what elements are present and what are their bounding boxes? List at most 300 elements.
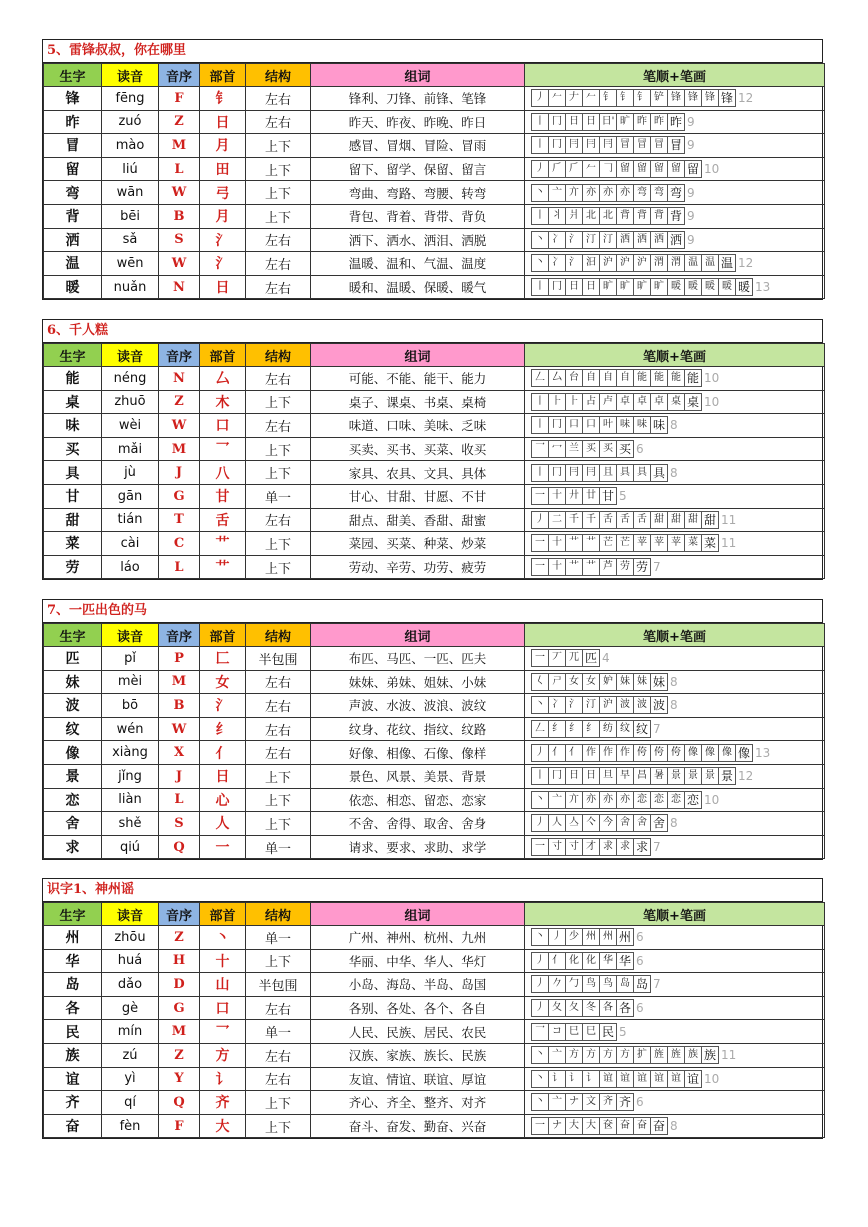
radical-cell: 月	[200, 204, 246, 228]
stroke-step-box: 冃	[565, 464, 583, 482]
table-row	[44, 390, 825, 414]
stroke-step-box: 谊	[650, 1070, 668, 1088]
stroke-step-box: 弯	[667, 184, 685, 202]
stroke-step-box: 舌	[599, 511, 617, 529]
stroke-order-cell	[525, 1020, 825, 1044]
radical-cell: 丶	[200, 926, 246, 950]
stroke-step-box: 妒	[599, 673, 617, 691]
table-row	[44, 157, 825, 181]
table-row	[44, 694, 825, 718]
word-group-cell: 声波、水波、波浪、波纹	[311, 694, 525, 718]
stroke-boxes	[531, 207, 684, 225]
stroke-step-box: 旷	[616, 278, 634, 296]
table-row	[44, 926, 825, 950]
stroke-step-box: 旦	[599, 767, 617, 785]
stroke-step-box: 冂	[548, 767, 566, 785]
radical-cell: 艹	[200, 532, 246, 556]
phonetic-order-cell: M	[159, 670, 200, 694]
table-row	[44, 949, 825, 973]
phonetic-order-cell: L	[159, 555, 200, 579]
stroke-step-box: 丶	[531, 1070, 549, 1088]
stroke-step-box: 背	[667, 207, 685, 225]
stroke-step-box: 冂	[548, 278, 566, 296]
stroke-step-box: 苹	[650, 534, 668, 552]
stroke-step-box: 暖	[667, 278, 685, 296]
phonetic-order-cell: M	[159, 134, 200, 158]
character-cell: 波	[44, 694, 102, 718]
structure-cell: 单一	[246, 835, 311, 859]
stroke-boxes	[531, 814, 667, 832]
stroke-step-box: 廾	[565, 487, 583, 505]
stroke-step-box: 冫	[548, 254, 566, 272]
phonetic-order-cell: T	[159, 508, 200, 532]
stroke-step-box: 味	[616, 416, 634, 434]
word-group-cell: 奋斗、奋发、勤奋、兴奋	[311, 1114, 525, 1138]
stroke-step-box: 二	[548, 511, 566, 529]
header-order: 音序	[159, 64, 200, 87]
stroke-step-box: 亠	[548, 791, 566, 809]
pinyin-cell: wén	[102, 717, 159, 741]
radical-cell: 口	[200, 414, 246, 438]
stroke-step-box: 奋	[633, 1117, 651, 1135]
table-row	[44, 414, 825, 438]
pinyin-cell: nuǎn	[102, 275, 159, 299]
stroke-step-box: 钅	[633, 89, 651, 107]
stroke-count: 13	[755, 280, 771, 295]
stroke-step-box: 族	[684, 1046, 702, 1064]
phonetic-order-cell: X	[159, 741, 200, 765]
stroke-step-box: 巳	[565, 1023, 583, 1041]
stroke-step-box: 卓	[650, 393, 668, 411]
stroke-step-box: 化	[582, 952, 600, 970]
phonetic-order-cell: W	[159, 717, 200, 741]
stroke-step-box: 舌	[633, 511, 651, 529]
stroke-step-box: 像	[701, 744, 719, 762]
header-words: 组词	[311, 624, 525, 647]
stroke-count: 8	[670, 465, 678, 480]
stroke-step-box: 弯	[633, 184, 651, 202]
stroke-order-cell	[525, 694, 825, 718]
stroke-step-box: 劳	[616, 558, 634, 576]
phonetic-order-cell: P	[159, 647, 200, 671]
structure-cell: 半包围	[246, 973, 311, 997]
character-table	[43, 63, 825, 299]
stroke-step-box: 丨	[531, 767, 549, 785]
structure-cell: 上下	[246, 532, 311, 556]
table-row	[44, 973, 825, 997]
stroke-step-box: 丨	[531, 278, 549, 296]
header-order: 音序	[159, 344, 200, 367]
stroke-step-box: 厶	[548, 369, 566, 387]
stroke-step-box: 丶	[531, 184, 549, 202]
character-table	[43, 902, 825, 1138]
stroke-order-cell	[525, 555, 825, 579]
stroke-step-box: 纟	[565, 720, 583, 738]
stroke-step-box: 汀	[582, 696, 600, 714]
radical-cell: 匚	[200, 647, 246, 671]
stroke-step-box: 鸟	[599, 975, 617, 993]
table-row	[44, 367, 825, 391]
word-group-cell: 家具、农具、文具、具体	[311, 461, 525, 485]
pinyin-cell: zhōu	[102, 926, 159, 950]
stroke-step-box: 廿	[582, 487, 600, 505]
pinyin-cell: cài	[102, 532, 159, 556]
stroke-step-box: 求	[599, 838, 617, 856]
word-group-cell: 可能、不能、能干、能力	[311, 367, 525, 391]
character-cell: 各	[44, 996, 102, 1020]
stroke-step-box: 留	[633, 160, 651, 178]
pinyin-cell: jǐng	[102, 764, 159, 788]
header-pinyin: 读音	[102, 624, 159, 647]
structure-cell: 左右	[246, 228, 311, 252]
stroke-step-box: 艹	[565, 558, 583, 576]
stroke-step-box: 买	[599, 440, 617, 458]
radical-cell: 弓	[200, 181, 246, 205]
stroke-step-box: 昨	[650, 113, 668, 131]
stroke-step-box: 像	[735, 744, 753, 762]
stroke-step-box: 岛	[616, 975, 634, 993]
stroke-step-box: 一	[531, 534, 549, 552]
structure-cell: 上下	[246, 181, 311, 205]
structure-cell: 上下	[246, 461, 311, 485]
stroke-order-cell	[525, 204, 825, 228]
stroke-count: 10	[704, 1071, 720, 1086]
character-cell: 纹	[44, 717, 102, 741]
stroke-step-box: 芦	[599, 558, 617, 576]
stroke-step-box: 氵	[565, 254, 583, 272]
stroke-step-box: 洒	[616, 231, 634, 249]
word-group-cell: 汉族、家族、族长、民族	[311, 1043, 525, 1067]
stroke-step-box: 亻	[548, 952, 566, 970]
stroke-step-box: 具	[633, 464, 651, 482]
word-group-cell: 纹身、花纹、指纹、纹路	[311, 717, 525, 741]
stroke-boxes	[531, 928, 633, 946]
stroke-step-box: 洒	[667, 231, 685, 249]
word-group-cell: 背包、背着、背带、背负	[311, 204, 525, 228]
stroke-step-box: 冒	[650, 136, 668, 154]
stroke-order-cell	[525, 110, 825, 134]
stroke-step-box: 暖	[684, 278, 702, 296]
pinyin-cell: zhuō	[102, 390, 159, 414]
character-cell: 求	[44, 835, 102, 859]
character-cell: 劳	[44, 555, 102, 579]
stroke-count: 11	[721, 1048, 737, 1063]
stroke-step-box: 冖	[548, 440, 566, 458]
pinyin-cell: fēng	[102, 87, 159, 111]
stroke-boxes	[531, 113, 684, 131]
stroke-step-box: 旷	[633, 278, 651, 296]
stroke-step-box: 冂	[548, 464, 566, 482]
stroke-count: 11	[721, 536, 737, 551]
phonetic-order-cell: Z	[159, 1043, 200, 1067]
stroke-step-box: 各	[599, 999, 617, 1017]
stroke-step-box: 民	[599, 1023, 617, 1041]
table-row	[44, 788, 825, 812]
stroke-step-box: 岛	[633, 975, 651, 993]
structure-cell: 左右	[246, 87, 311, 111]
stroke-step-box: 丶	[531, 1093, 549, 1111]
pinyin-cell: mào	[102, 134, 159, 158]
table-row	[44, 647, 825, 671]
stroke-step-box: 妹	[650, 673, 668, 691]
stroke-step-box: 买	[582, 440, 600, 458]
stroke-step-box: ⺊	[565, 393, 583, 411]
character-table	[43, 343, 825, 579]
stroke-step-box: 𠃌	[599, 160, 617, 178]
table-row	[44, 134, 825, 158]
phonetic-order-cell: M	[159, 1020, 200, 1044]
stroke-step-box: 暖	[718, 278, 736, 296]
stroke-step-box: 𠂉	[548, 89, 566, 107]
character-cell: 华	[44, 949, 102, 973]
table-row	[44, 204, 825, 228]
stroke-step-box: 一	[531, 838, 549, 856]
structure-cell: 上下	[246, 949, 311, 973]
character-cell: 奋	[44, 1114, 102, 1138]
character-cell: 味	[44, 414, 102, 438]
word-group-cell: 人民、民族、居民、农民	[311, 1020, 525, 1044]
pinyin-cell: liú	[102, 157, 159, 181]
stroke-step-box: 渭	[650, 254, 668, 272]
word-group-cell: 不舍、舍得、取舍、舍身	[311, 812, 525, 836]
structure-cell: 半包围	[246, 647, 311, 671]
stroke-boxes	[531, 160, 701, 178]
stroke-step-box: 日	[582, 278, 600, 296]
stroke-step-box: 昌	[633, 767, 651, 785]
stroke-step-box: 奁	[599, 1117, 617, 1135]
radical-cell: 氵	[200, 252, 246, 276]
character-cell: 匹	[44, 647, 102, 671]
header-pinyin: 读音	[102, 344, 159, 367]
stroke-order-cell	[525, 461, 825, 485]
stroke-step-box: 留	[667, 160, 685, 178]
stroke-step-box: 冫	[548, 231, 566, 249]
word-group-cell: 齐心、齐全、整齐、对齐	[311, 1091, 525, 1115]
stroke-order-cell	[525, 367, 825, 391]
stroke-step-box: 扩	[633, 1046, 651, 1064]
stroke-step-box: 丨	[531, 113, 549, 131]
phonetic-order-cell: F	[159, 1114, 200, 1138]
stroke-step-box: 能	[667, 369, 685, 387]
character-cell: 背	[44, 204, 102, 228]
stroke-step-box: 暑	[650, 767, 668, 785]
stroke-boxes	[531, 184, 684, 202]
section-title: 5、雷锋叔叔，你在哪里	[43, 40, 822, 63]
stroke-step-box: 丆	[548, 649, 566, 667]
table-row	[44, 812, 825, 836]
radical-cell: 厶	[200, 367, 246, 391]
stroke-step-box: 舍	[616, 814, 634, 832]
stroke-count: 12	[738, 91, 754, 106]
stroke-step-box: 冃	[565, 136, 583, 154]
stroke-order-cell	[525, 926, 825, 950]
word-group-cell: 昨天、昨夜、昨晚、昨日	[311, 110, 525, 134]
stroke-order-cell	[525, 1043, 825, 1067]
stroke-step-box: 讠	[548, 1070, 566, 1088]
stroke-step-box: 乛	[531, 1023, 549, 1041]
stroke-step-box: 留	[650, 160, 668, 178]
pinyin-cell: zú	[102, 1043, 159, 1067]
structure-cell: 上下	[246, 788, 311, 812]
stroke-step-box: 州	[616, 928, 634, 946]
stroke-order-cell	[525, 87, 825, 111]
stroke-step-box: 且	[599, 464, 617, 482]
stroke-step-box: 渭	[667, 254, 685, 272]
stroke-step-box: 甜	[650, 511, 668, 529]
stroke-order-cell	[525, 437, 825, 461]
stroke-count: 13	[755, 745, 771, 760]
header-radical: 部首	[200, 344, 246, 367]
stroke-step-box: 丿	[531, 744, 549, 762]
phonetic-order-cell: S	[159, 228, 200, 252]
stroke-step-box: 芒	[599, 534, 617, 552]
stroke-count: 5	[619, 489, 627, 504]
radical-cell: 口	[200, 996, 246, 1020]
word-group-cell: 各别、各处、各个、各自	[311, 996, 525, 1020]
stroke-step-box: 谊	[633, 1070, 651, 1088]
table-row	[44, 87, 825, 111]
stroke-step-box: 作	[616, 744, 634, 762]
stroke-step-box: 文	[582, 1093, 600, 1111]
table-row	[44, 437, 825, 461]
phonetic-order-cell: Z	[159, 110, 200, 134]
lesson-section	[42, 39, 823, 300]
header-char: 生字	[44, 344, 102, 367]
word-group-cell: 桌子、课桌、书桌、桌椅	[311, 390, 525, 414]
stroke-boxes	[531, 838, 650, 856]
stroke-step-box: 艹	[582, 558, 600, 576]
character-cell: 齐	[44, 1091, 102, 1115]
stroke-step-box: 冂	[548, 113, 566, 131]
header-strokes: 笔顺+笔画	[525, 64, 825, 87]
structure-cell: 上下	[246, 555, 311, 579]
stroke-step-box: 甜	[667, 511, 685, 529]
stroke-step-box: 𠂉	[582, 160, 600, 178]
stroke-step-box: 汀	[582, 231, 600, 249]
stroke-count: 10	[704, 394, 720, 409]
stroke-step-box: 景	[718, 767, 736, 785]
phonetic-order-cell: F	[159, 87, 200, 111]
radical-cell: 亻	[200, 741, 246, 765]
stroke-step-box: 丿	[531, 814, 549, 832]
word-group-cell: 华丽、中华、华人、华灯	[311, 949, 525, 973]
table-row	[44, 1114, 825, 1138]
stroke-step-box: 日	[582, 113, 600, 131]
stroke-step-box: 能	[633, 369, 651, 387]
table-row	[44, 1043, 825, 1067]
stroke-step-box: 卓	[633, 393, 651, 411]
stroke-step-box: 亦	[599, 791, 617, 809]
stroke-step-box: 冂	[548, 136, 566, 154]
stroke-step-box: 丿	[531, 952, 549, 970]
character-cell: 谊	[44, 1067, 102, 1091]
stroke-step-box: 日	[582, 767, 600, 785]
table-row	[44, 508, 825, 532]
stroke-boxes	[531, 558, 650, 576]
lesson-section	[42, 599, 823, 860]
stroke-step-box: 乛	[531, 440, 549, 458]
section-title: 识字1、神州谣	[43, 879, 822, 902]
stroke-step-box: 自	[599, 369, 617, 387]
stroke-boxes	[531, 440, 633, 458]
structure-cell: 左右	[246, 367, 311, 391]
stroke-boxes	[531, 673, 667, 691]
radical-cell: 田	[200, 157, 246, 181]
stroke-step-box: 少	[565, 928, 583, 946]
structure-cell: 单一	[246, 926, 311, 950]
stroke-step-box: 作	[582, 744, 600, 762]
stroke-step-box: 亠	[548, 184, 566, 202]
stroke-step-box: 十	[548, 558, 566, 576]
stroke-step-box: 锋	[701, 89, 719, 107]
character-cell: 暖	[44, 275, 102, 299]
stroke-step-box: 丶	[531, 791, 549, 809]
stroke-boxes	[531, 231, 684, 249]
radical-cell: 齐	[200, 1091, 246, 1115]
stroke-step-box: 能	[650, 369, 668, 387]
stroke-step-box: 背	[633, 207, 651, 225]
stroke-step-box: 夂	[548, 999, 566, 1017]
stroke-step-box: 十	[548, 487, 566, 505]
stroke-boxes	[531, 975, 650, 993]
header-structure: 结构	[246, 64, 311, 87]
stroke-step-box: 丨	[531, 207, 549, 225]
stroke-step-box: 洒	[650, 231, 668, 249]
header-order: 音序	[159, 624, 200, 647]
stroke-step-box: 丿	[531, 511, 549, 529]
stroke-step-box: 今	[599, 814, 617, 832]
radical-cell: 木	[200, 390, 246, 414]
phonetic-order-cell: L	[159, 788, 200, 812]
stroke-order-cell	[525, 157, 825, 181]
phonetic-order-cell: Q	[159, 1091, 200, 1115]
table-row	[44, 1091, 825, 1115]
stroke-step-box: 千	[582, 511, 600, 529]
pinyin-cell: mǎi	[102, 437, 159, 461]
stroke-step-box: 沪	[599, 254, 617, 272]
radical-cell: 心	[200, 788, 246, 812]
stroke-step-box: 锋	[718, 89, 736, 107]
stroke-step-box: 侉	[650, 744, 668, 762]
stroke-boxes	[531, 767, 735, 785]
structure-cell: 左右	[246, 252, 311, 276]
stroke-order-cell	[525, 835, 825, 859]
word-group-cell: 景色、风景、美景、背景	[311, 764, 525, 788]
stroke-step-box: 侉	[667, 744, 685, 762]
stroke-count: 11	[721, 512, 737, 527]
stroke-step-box: 钅	[616, 89, 634, 107]
stroke-step-box: 一	[531, 649, 549, 667]
radical-cell: 女	[200, 670, 246, 694]
stroke-step-box: 寸	[548, 838, 566, 856]
stroke-step-box: 夂	[565, 999, 583, 1017]
radical-cell: 舌	[200, 508, 246, 532]
stroke-step-box: 亽	[582, 814, 600, 832]
structure-cell: 左右	[246, 1043, 311, 1067]
structure-cell: 左右	[246, 275, 311, 299]
stroke-step-box: 十	[548, 534, 566, 552]
word-group-cell: 菜园、买菜、种菜、炒菜	[311, 532, 525, 556]
stroke-order-cell	[525, 252, 825, 276]
radical-cell: 一	[200, 835, 246, 859]
radical-cell: 日	[200, 110, 246, 134]
radical-cell: 艹	[200, 555, 246, 579]
character-cell: 弯	[44, 181, 102, 205]
stroke-step-box: 谊	[684, 1070, 702, 1088]
stroke-step-box: 亻	[548, 744, 566, 762]
stroke-step-box: 波	[616, 696, 634, 714]
header-radical: 部首	[200, 903, 246, 926]
